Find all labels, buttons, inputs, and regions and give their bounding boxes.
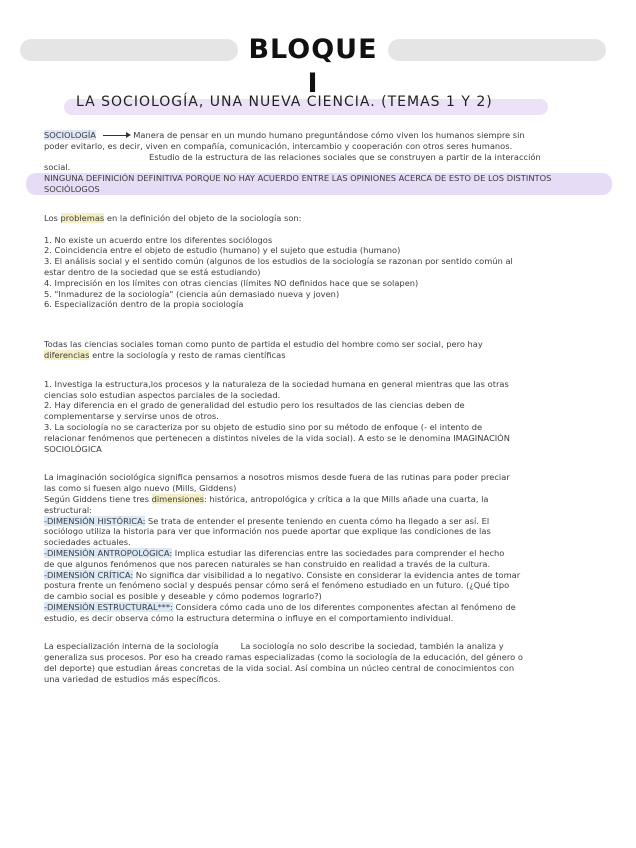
difference-item: 3. La sociología no se caracteriza por su objeto de estudio sino por su método de enfoque (- el intento de [44,421,483,432]
dimension-historica-text: Se trata de entender el presente teniendo en cuenta cómo ha llegado a ser así. El [145,515,490,526]
dimension-antropologica-text: Implica estudiar las diferencias entre las sociedades para comprender el hecho [172,547,505,558]
definition-note-line-2: SOCIÓLOGOS [44,183,100,194]
dimension-estructural [44,602,598,613]
dimension-estructural-line-2: estudio, es decir observa cómo la estructura determina o influye en el comportamiento individual. [44,612,454,623]
specialization-line-1 [44,641,598,652]
problem-item: 6. Especialización dentro de la propia sociología [44,299,244,310]
definition-term: SOCIOLOGÍA [44,130,96,140]
difference-item: relacionar fenómenos que pertenecen a distintos niveles de la vida social). A esto se le denomina IMAGINACIÓN [44,432,510,443]
difference-item: 2. Hay diferencia en el grado de generalidad del estudio pero los resultados de las ciencias deben de [44,400,465,411]
imagination-line-3-post: : histórica, antropológica y crítica a la que Mills añade una cuarta, la [204,493,489,504]
definition-line-2: poder evitarlo, es decir, viven en compañía, comunicación, intercambio y cooperación con otros seres humanos. [44,140,513,151]
dimension-antropologica-label: -DIMENSIÓN ANTROPOLÓGICA: [44,547,173,558]
problem-item: 4. Imprecisión en los límites con otras ciencias (límites NO definidos hace que se solapen) [44,277,419,288]
dimension-critica-text: No significa dar visibilidad a lo negativo. Consiste en considerar la evidencia antes de tomar [133,569,521,580]
dimension-historica [44,516,598,527]
difference-item: ciencias solo estudian aspectos parciales de la sociedad. [44,389,281,400]
problems-intro [44,213,598,224]
dimension-historica-label: -DIMENSIÓN HISTÓRICA: [44,515,146,526]
dimension-estructural-label: -DIMENSIÓN ESTRUCTURAL***: [44,601,173,612]
difference-item: 1. Investiga la estructura,los procesos y la naturaleza de la sociedad humana en general mientras que las otras [44,378,509,389]
problem-item: 3. El análisis social y el sentido común (algunos de los estudios de la sociología se razonan por sentido común al [44,256,513,267]
arrow-icon [103,135,129,136]
specialization-line-2: generaliza sus procesos. Por eso ha creado ramas especializadas (como la sociología de la educación, del género o [44,652,523,663]
dimension-historica-line-3: sociedades actuales. [44,537,131,548]
problem-item: 5. "Inmadurez de la sociología" (ciencia aún demasiado nueva y joven) [44,288,340,299]
dimension-antropologica [44,548,598,559]
dimension-critica-line-2: postura frente un fenómeno social y después pensar cómo será el fenómeno estudiado en un futuro. (¿Qué tipo [44,580,510,591]
definition-note-line-1: NINGUNA DEFINICIÓN DEFINITIVA PORQUE NO HAY ACUERDO ENTRE LAS OPINIONES ACERCA DE ESTO DE LOS DISTINTOS [44,173,552,184]
difference-item: SOCIOLÓGICA [44,443,102,454]
imagination-line-2: las como si fuesen algo nuevo (Mills, Giddens) [44,483,237,494]
problems-keyword: problemas [60,212,105,223]
dimension-critica [44,570,598,581]
dimension-critica-line-3: de cambio social es posible y deseable y cómo podemos lograrlo?) [44,591,322,602]
differences-line-2-text: entre la sociología y resto de ramas científicas [89,349,286,360]
differences-line-1: Todas las ciencias sociales toman como punto de partida el estudio del hombre como ser social, pero hay [44,339,483,350]
problems-intro-pre: Los [44,212,61,223]
differences-line-2 [44,350,598,361]
definition-line-3: Estudio de la estructura de las relaciones sociales que se construyen a partir de la interacción [149,151,541,162]
specialization-heading: La especialización interna de la sociología [44,641,219,652]
problems-intro-post: en la definición del objeto de la sociología son: [104,212,302,223]
definition-text-1: Manera de pensar en un mundo humano preguntándose cómo viven los humanos siempre sin [133,130,525,140]
problem-item: 2. Coincidencia entre el objeto de estudio (humano) y el sujeto que estudia (humano) [44,245,401,256]
definition-line-1 [44,130,598,141]
definition-note [26,173,612,195]
definition-line-4: social. [44,162,71,173]
subtitle: LA SOCIOLOGÍA, UNA NUEVA CIENCIA. (TEMAS 1 Y 2) [76,94,493,110]
page-title: BLOQUE I [248,34,378,99]
imagination-line-3 [44,494,598,505]
specialization-line-3: del deporte) que estudian áreas concretas de la vida social. Así combina un núcleo central de conocimientos con [44,663,515,674]
problem-item: estar dentro de la sociedad que se está estudiando) [44,266,261,277]
dimension-antropologica-line-2: de que algunos fenómenos que nos parecen naturales se han construido en realidad a través de la cultura. [44,558,491,569]
dimension-historica-line-2: sociólogo utiliza la historia para ver que información nos puede aportar que explique las condiciones de las [44,526,491,537]
dimension-estructural-text: Considera cómo cada uno de los diferentes componentes afectan al fenómeno de [172,601,516,612]
differences-keyword: diferencias [44,349,90,360]
dimension-critica-label: -DIMENSIÓN CRÍTICA: [44,569,134,580]
dimensions-keyword: dimensiones [151,493,205,504]
title-bar-right [388,39,606,61]
imagination-line-4: estructural: [44,504,93,515]
difference-item: complementarse y servirse unos de otros. [44,411,219,422]
specialization-line-1-text: La sociología no solo describe la sociedad, también la analiza y [240,641,504,652]
subtitle-block [64,90,548,118]
imagination-line-3-pre: Según Giddens tiene tres [44,493,152,504]
imagination-line-1: La imaginación sociológica significa pensarnos a nosotros mismos desde fuera de las rutinas para poder preciar [44,472,510,483]
title-bar-left [20,39,238,61]
problem-item: 1. No existe un acuerdo entre los diferentes sociólogos [44,234,273,245]
notes-body [44,130,598,685]
specialization-line-4: una variedad de estudios más específicos. [44,673,221,684]
